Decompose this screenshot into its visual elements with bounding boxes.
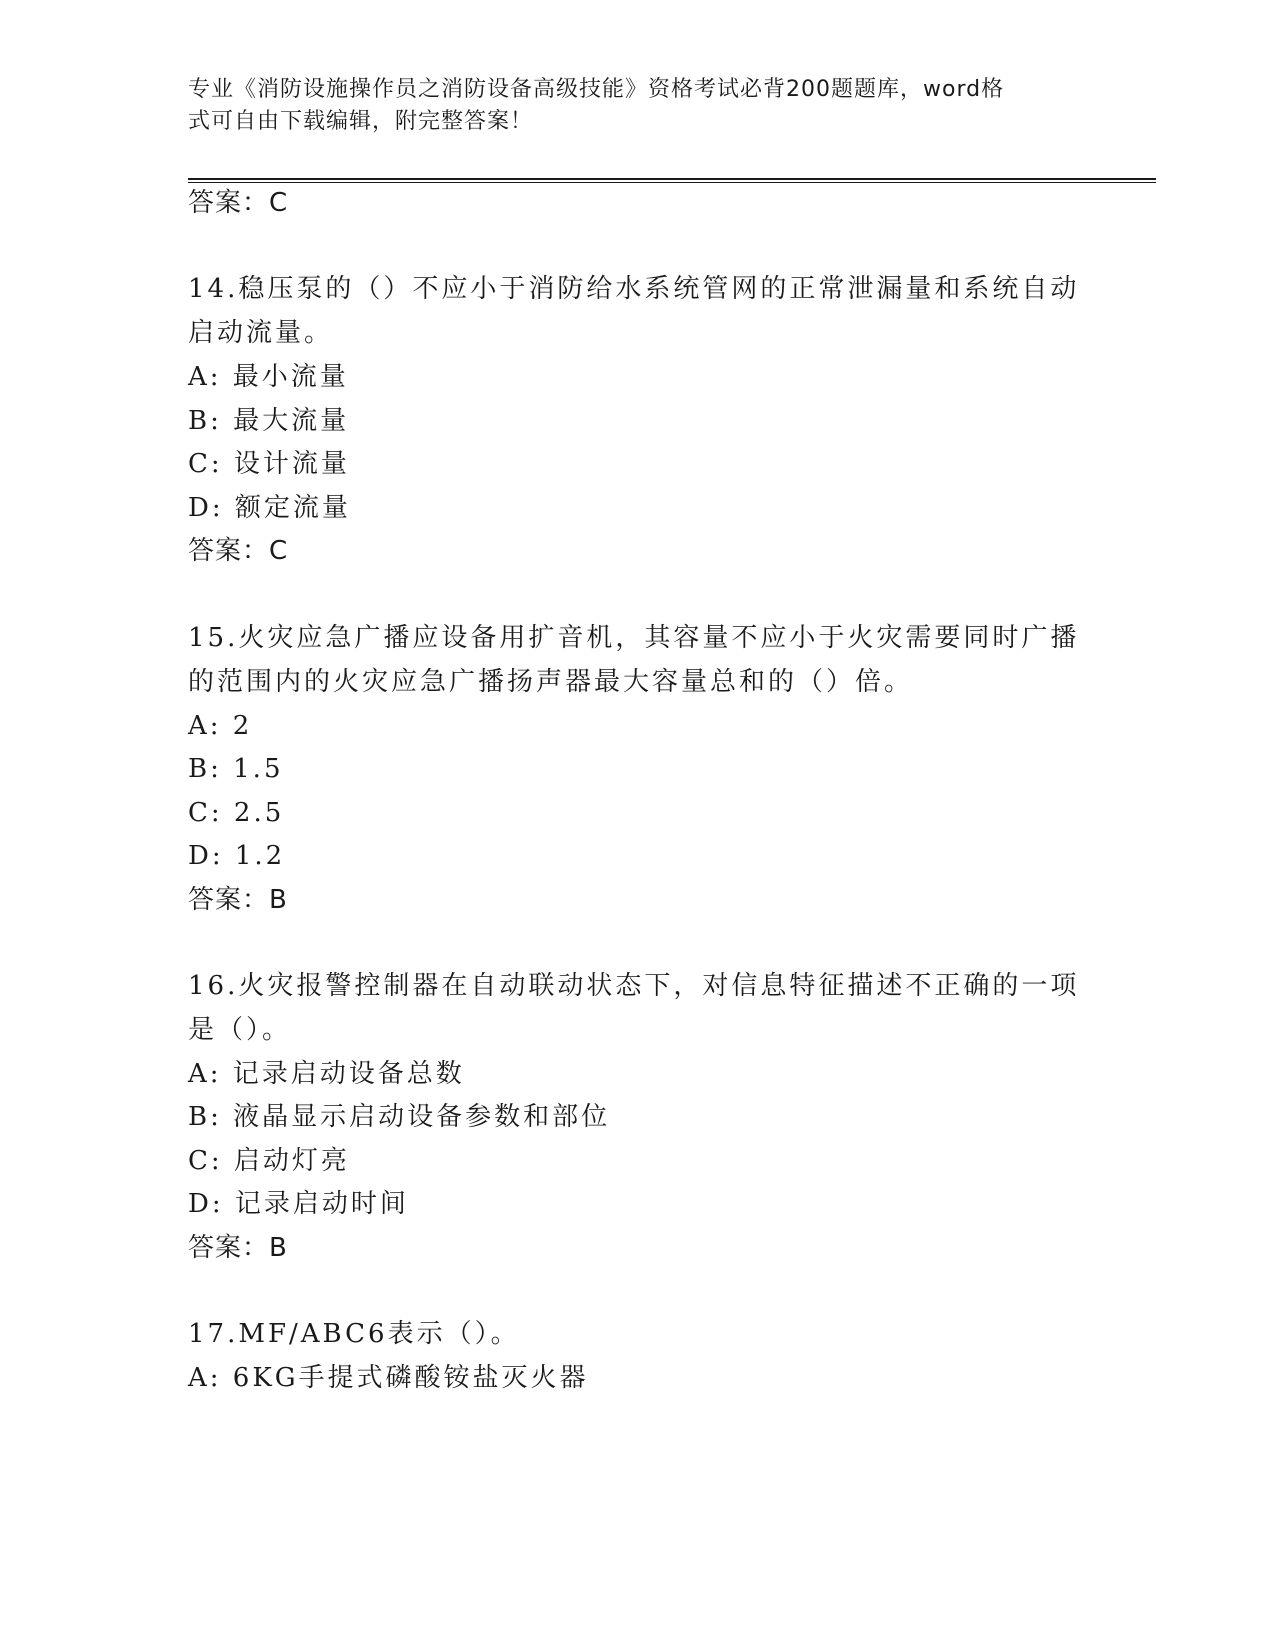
header-line-2: 式可自由下载编辑，附完整答案！ [188,109,534,134]
question-16-option-b: B: 液晶显示启动设备参数和部位 [188,1102,611,1132]
question-16-option-d: D: 记录启动时间 [188,1189,409,1219]
question-14-answer: 答案：C [188,536,289,566]
question-15-option-d: D: 1.2 [188,841,286,871]
question-15-option-a: A: 2 [188,711,253,741]
question-15-option-c: C: 2.5 [188,798,285,828]
question-14-option-b: B: 最大流量 [188,406,350,436]
document-header [188,74,1088,138]
question-16-stem-line-2: 是（）。 [188,1015,292,1045]
question-16-option-c: C: 启动灯亮 [188,1146,350,1176]
question-15-stem-line-1: 15.火灾应急广播应设备用扩音机，其容量不应小于火灾需要同时广播 [188,623,1080,653]
question-15-stem-line-2: 的范围内的火灾应急广播扬声器最大容量总和的（）倍。 [188,667,914,697]
question-16-stem-line-1: 16.火灾报警控制器在自动联动状态下，对信息特征描述不正确的一项 [188,971,1080,1001]
question-16-option-a: A: 记录启动设备总数 [188,1059,465,1089]
question-15-answer: 答案：B [188,885,288,915]
question-16-answer: 答案：B [188,1233,288,1263]
answer-label: 答案：C [188,188,289,218]
question-14-option-d: D: 额定流量 [188,493,351,523]
question-14-stem-line-2: 启动流量。 [188,318,334,348]
question-17-stem-line-1: 17.MF/ABC6表示（）。 [188,1319,520,1349]
question-15-option-b: B: 1.5 [188,754,284,784]
question-14-option-a: A: 最小流量 [188,362,349,392]
header-divider [188,178,1156,183]
question-14-option-c: C: 设计流量 [188,449,350,479]
header-line-1: 专业《消防设施操作员之消防设备高级技能》资格考试必背200题题库，word格 [188,77,1005,102]
question-14-stem-line-1: 14.稳压泵的（）不应小于消防给水系统管网的正常泄漏量和系统自动 [188,274,1080,304]
question-17-option-a: A: 6KG手提式磷酸铵盐灭火器 [188,1363,589,1393]
